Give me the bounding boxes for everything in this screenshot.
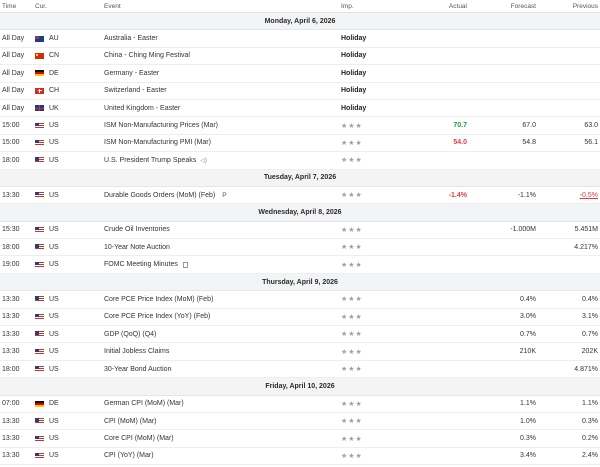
- event-name[interactable]: Germany - Easter: [104, 69, 160, 77]
- event-time: 13:30: [2, 295, 20, 303]
- currency-code: DE: [49, 400, 59, 408]
- table-row[interactable]: [0, 83, 600, 100]
- currency-cell: [32, 435, 104, 442]
- event-time: 13:30: [2, 452, 20, 460]
- us-flag-icon: [35, 244, 44, 250]
- event-time: All Day: [2, 35, 25, 43]
- event-name[interactable]: ISM Non-Manufacturing PMI (Mar): [104, 139, 211, 147]
- table-row[interactable]: [0, 448, 600, 465]
- importance-stars: ★★★: [341, 226, 363, 234]
- event-time: All Day: [2, 87, 25, 95]
- header-currency[interactable]: Cur.: [35, 2, 47, 10]
- forecast-value: 0.4%: [520, 295, 536, 303]
- event-name[interactable]: Core CPI (MoM) (Mar): [104, 435, 174, 443]
- us-flag-icon: [35, 296, 44, 302]
- previous-value: 56.1: [584, 139, 598, 147]
- event-time: All Day: [2, 69, 25, 77]
- event-time: 13:30: [2, 435, 20, 443]
- event-cell: [104, 261, 341, 268]
- table-row[interactable]: [0, 100, 600, 117]
- us-flag-icon: [35, 366, 44, 372]
- currency-cell: [32, 348, 104, 355]
- currency-cell: [32, 452, 104, 459]
- currency-code: DE: [49, 69, 59, 77]
- currency-cell: [32, 418, 104, 425]
- event-cell: [104, 452, 341, 459]
- actual-value: 54.0: [453, 139, 467, 147]
- de-flag-icon: [35, 70, 44, 76]
- us-flag-icon: [35, 314, 44, 320]
- speaker-icon: ◁): [200, 157, 207, 164]
- holiday-label: Holiday: [341, 35, 367, 43]
- table-row[interactable]: [0, 326, 600, 343]
- forecast-value: 3.0%: [520, 313, 536, 321]
- event-name[interactable]: CPI (YoY) (Mar): [104, 452, 154, 460]
- event-cell: [104, 435, 341, 442]
- currency-code: US: [49, 452, 59, 460]
- us-flag-icon: [35, 227, 44, 233]
- event-name[interactable]: 10-Year Note Auction: [104, 243, 170, 251]
- forecast-value: 1.1%: [520, 400, 536, 408]
- holiday-label: Holiday: [341, 69, 367, 77]
- previous-value: 3.1%: [582, 313, 598, 321]
- event-time: 13:30: [2, 330, 20, 338]
- currency-cell: [32, 139, 104, 146]
- date-row: Wednesday, April 8, 2026: [0, 204, 600, 221]
- us-flag-icon: [35, 262, 44, 268]
- previous-value: 202K: [581, 348, 598, 356]
- event-cell: [104, 192, 341, 199]
- event-name[interactable]: United Kingdom - Easter: [104, 104, 181, 112]
- table-row[interactable]: [0, 361, 600, 378]
- date-row: Monday, April 6, 2026: [0, 13, 600, 30]
- event-time: 13:30: [2, 313, 20, 321]
- event-time: All Day: [2, 52, 25, 60]
- de-flag-icon: [35, 401, 44, 407]
- event-cell: [104, 139, 341, 146]
- us-flag-icon: [35, 192, 44, 198]
- currency-code: AU: [49, 35, 59, 43]
- importance-stars: ★★★: [341, 348, 363, 356]
- previous-value: 0.2%: [582, 435, 598, 443]
- importance-stars: ★★★: [341, 157, 363, 165]
- currency-code: UK: [49, 104, 59, 112]
- importance-stars: ★★★: [341, 418, 363, 426]
- header-importance[interactable]: Imp.: [341, 2, 354, 10]
- currency-code: US: [49, 330, 59, 338]
- currency-code: US: [49, 348, 59, 356]
- table-row[interactable]: [0, 48, 600, 65]
- event-name[interactable]: German CPI (MoM) (Mar): [104, 400, 184, 408]
- event-time: 18:00: [2, 243, 20, 251]
- event-cell: [104, 313, 341, 320]
- table-row[interactable]: [0, 309, 600, 326]
- holiday-label: Holiday: [341, 87, 367, 95]
- event-time: 13:30: [2, 191, 20, 199]
- event-time: 18:00: [2, 156, 20, 164]
- event-time: All Day: [2, 104, 25, 112]
- us-flag-icon: [35, 349, 44, 355]
- event-cell: [104, 296, 341, 303]
- event-cell: [104, 400, 341, 407]
- document-icon: [183, 262, 188, 268]
- currency-cell: [32, 400, 104, 407]
- event-time: 07:00: [2, 400, 20, 408]
- table-row[interactable]: [0, 291, 600, 308]
- event-time: 19:00: [2, 261, 20, 269]
- currency-code: US: [49, 191, 59, 199]
- ch-flag-icon: [35, 88, 44, 94]
- event-time: 13:30: [2, 417, 20, 425]
- previous-value[interactable]: -0.5%: [579, 191, 598, 199]
- event-name[interactable]: 30-Year Bond Auction: [104, 365, 172, 373]
- date-row: Thursday, April 9, 2026: [0, 274, 600, 291]
- event-time: 15:00: [2, 122, 20, 130]
- previous-value: 4.217%: [574, 243, 598, 251]
- table-row[interactable]: [0, 187, 600, 204]
- us-flag-icon: [35, 418, 44, 424]
- table-row[interactable]: [0, 30, 600, 47]
- currency-code: US: [49, 243, 59, 251]
- forecast-value: 67.0: [522, 122, 536, 130]
- us-flag-icon: [35, 453, 44, 459]
- currency-cell: [32, 87, 104, 94]
- currency-cell: [32, 331, 104, 338]
- importance-stars: ★★★: [341, 400, 363, 408]
- importance-stars: ★★★: [341, 296, 363, 304]
- currency-cell: [32, 313, 104, 320]
- currency-code: US: [49, 417, 59, 425]
- us-flag-icon: [35, 436, 44, 442]
- currency-code: CN: [49, 52, 60, 60]
- previous-value: 5.451M: [574, 226, 598, 234]
- forecast-value: 0.7%: [520, 330, 536, 338]
- event-cell: [104, 122, 341, 129]
- event-cell: [104, 35, 341, 42]
- uk-flag-icon: [35, 105, 44, 111]
- previous-value: 0.4%: [582, 295, 598, 303]
- date-row: Friday, April 10, 2026: [0, 378, 600, 395]
- event-cell: [104, 348, 341, 355]
- importance-stars: ★★★: [341, 192, 363, 200]
- event-name[interactable]: Australia - Easter: [104, 35, 158, 43]
- event-cell: [104, 331, 341, 338]
- event-cell: [104, 87, 341, 94]
- importance-stars: ★★★: [341, 366, 363, 373]
- importance-stars: ★★★: [341, 313, 363, 321]
- event-cell: [104, 244, 341, 251]
- table-row[interactable]: [0, 256, 600, 273]
- event-cell: [104, 157, 341, 164]
- previous-value: 4.871%: [574, 365, 598, 373]
- currency-code: US: [49, 139, 59, 147]
- currency-cell: [32, 192, 104, 199]
- currency-cell: [32, 35, 104, 42]
- event-time: 18:00: [2, 365, 20, 373]
- importance-stars: ★★★: [341, 435, 363, 443]
- event-cell: [104, 366, 341, 373]
- table-header: [0, 0, 600, 13]
- event-name[interactable]: Initial Jobless Claims: [104, 348, 170, 356]
- forecast-value: -1.1%: [517, 191, 536, 199]
- currency-code: US: [49, 156, 59, 164]
- event-cell: [104, 226, 341, 233]
- cn-flag-icon: [35, 53, 44, 59]
- currency-code: US: [49, 122, 59, 130]
- currency-cell: [32, 261, 104, 268]
- currency-cell: [32, 296, 104, 303]
- event-cell: [104, 52, 341, 59]
- preliminary-badge: P: [222, 191, 227, 199]
- previous-value: 2.4%: [582, 452, 598, 460]
- currency-cell: [32, 70, 104, 77]
- us-flag-icon: [35, 157, 44, 163]
- actual-value: -1.4%: [448, 191, 467, 199]
- us-flag-icon: [35, 331, 44, 337]
- table-row[interactable]: [0, 413, 600, 430]
- currency-cell: [32, 52, 104, 59]
- event-name[interactable]: Crude Oil Inventories: [104, 226, 170, 234]
- previous-value: 63.0: [584, 122, 598, 130]
- importance-stars: ★★★: [341, 331, 363, 339]
- table-row[interactable]: [0, 152, 600, 169]
- currency-cell: [32, 226, 104, 233]
- table-row[interactable]: [0, 222, 600, 239]
- event-name[interactable]: FOMC Meeting Minutes: [104, 261, 178, 269]
- previous-value: 0.7%: [582, 330, 598, 338]
- event-cell: [104, 418, 341, 425]
- header-event[interactable]: Event: [104, 2, 121, 10]
- currency-cell: [32, 244, 104, 251]
- importance-stars: ★★★: [341, 139, 363, 147]
- event-cell: [104, 105, 341, 112]
- currency-code: US: [49, 435, 59, 443]
- event-name[interactable]: U.S. President Trump Speaks: [104, 156, 197, 164]
- table-row[interactable]: [0, 239, 600, 256]
- au-flag-icon: [35, 36, 44, 42]
- holiday-label: Holiday: [341, 52, 367, 60]
- header-time[interactable]: Time: [2, 2, 17, 10]
- event-name[interactable]: China - Ching Ming Festival: [104, 52, 190, 60]
- event-time: 15:00: [2, 139, 20, 147]
- currency-code: US: [49, 313, 59, 321]
- currency-code: US: [49, 365, 59, 373]
- forecast-value: -1.000M: [510, 226, 536, 234]
- forecast-value: 54.8: [522, 139, 536, 147]
- table-row[interactable]: [0, 430, 600, 447]
- currency-cell: [32, 366, 104, 373]
- header-previous[interactable]: Previous: [572, 2, 598, 10]
- previous-value: 1.1%: [582, 400, 598, 408]
- event-time: 15:30: [2, 226, 20, 234]
- event-name[interactable]: Switzerland - Easter: [104, 87, 167, 95]
- table-row[interactable]: [0, 343, 600, 360]
- currency-code: US: [49, 226, 59, 234]
- header-forecast[interactable]: Forecast: [510, 2, 536, 10]
- event-name[interactable]: GDP (QoQ) (Q4): [104, 330, 157, 338]
- header-actual[interactable]: Actual: [448, 2, 467, 10]
- currency-cell: [32, 122, 104, 129]
- importance-stars: ★★★: [341, 122, 363, 130]
- forecast-value: 0.3%: [520, 435, 536, 443]
- calendar-body: [0, 13, 600, 465]
- importance-stars: ★★★: [341, 261, 363, 269]
- forecast-value: 3.4%: [520, 452, 536, 460]
- importance-stars: ★★★: [341, 244, 363, 252]
- event-name[interactable]: ISM Non-Manufacturing Prices (Mar): [104, 122, 218, 130]
- event-time: 13:30: [2, 348, 20, 356]
- table-row[interactable]: [0, 117, 600, 134]
- date-row: Tuesday, April 7, 2026: [0, 170, 600, 187]
- currency-cell: [32, 157, 104, 164]
- currency-code: US: [49, 261, 59, 269]
- event-name[interactable]: CPI (MoM) (Mar): [104, 417, 157, 425]
- event-name[interactable]: Core PCE Price Index (MoM) (Feb): [104, 295, 214, 303]
- currency-cell: [32, 105, 104, 112]
- us-flag-icon: [35, 140, 44, 146]
- forecast-value: 1.0%: [520, 417, 536, 425]
- forecast-value: 210K: [519, 348, 536, 356]
- event-name[interactable]: Core PCE Price Index (YoY) (Feb): [104, 313, 211, 321]
- table-row[interactable]: [0, 135, 600, 152]
- us-flag-icon: [35, 123, 44, 129]
- table-row[interactable]: [0, 65, 600, 82]
- previous-value: 0.3%: [582, 417, 598, 425]
- actual-value: 70.7: [453, 122, 467, 130]
- importance-stars: ★★★: [341, 452, 363, 460]
- table-row[interactable]: [0, 396, 600, 413]
- event-name[interactable]: Durable Goods Orders (MoM) (Feb): [104, 191, 216, 199]
- holiday-label: Holiday: [341, 104, 367, 112]
- currency-code: CH: [49, 87, 60, 95]
- event-cell: [104, 70, 341, 77]
- currency-code: US: [49, 295, 59, 303]
